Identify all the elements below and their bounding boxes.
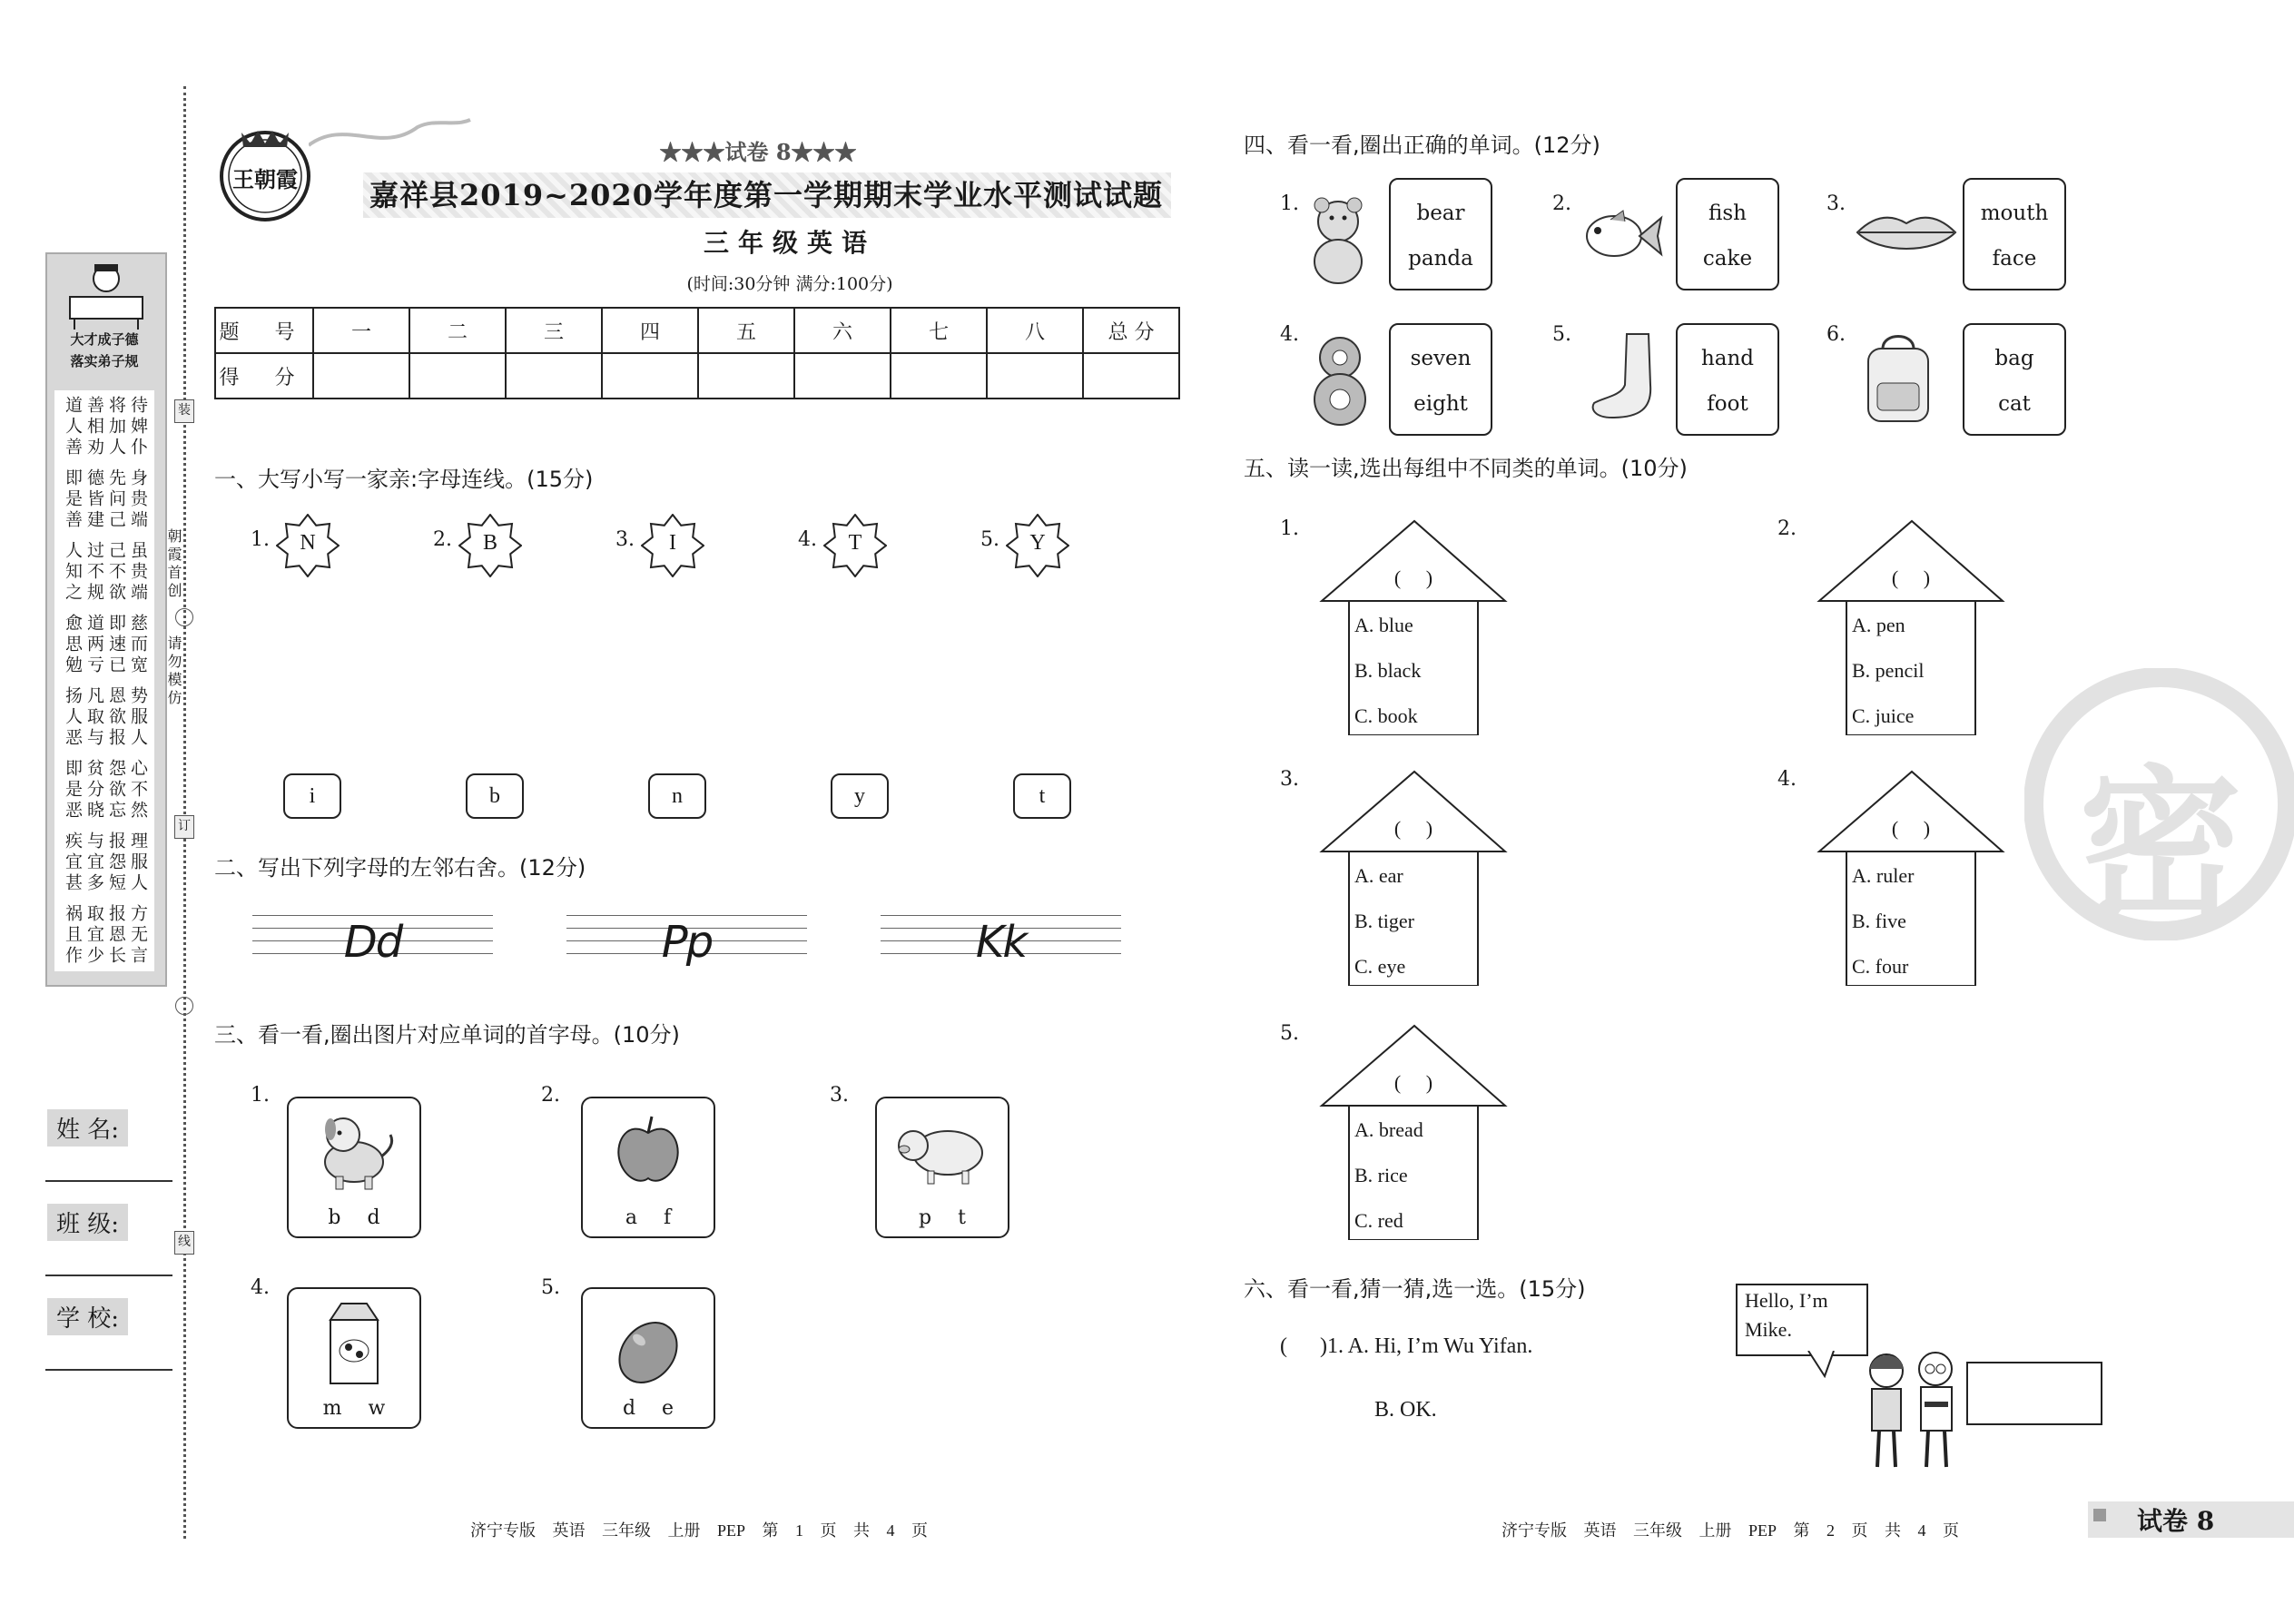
side-note-no-copy: 请勿模仿 [165, 635, 182, 708]
word-option: A. blue [1354, 614, 1413, 636]
given-letter-pair: Dd [343, 917, 402, 968]
time-info: (时间:30分钟 满分:100分) [686, 274, 893, 294]
motto-column: 过不规 [84, 541, 104, 604]
uppercase-letter-star[interactable] [276, 514, 340, 577]
score-input-cell[interactable] [698, 353, 794, 399]
four-line-writing-area[interactable] [252, 915, 493, 969]
word-option[interactable]: face [1992, 247, 2037, 271]
badge-dot [2093, 1509, 2106, 1521]
word-option[interactable]: fish [1708, 202, 1747, 225]
section3-title: 三、看一看,圈出图片对应单词的首字母。(10分) [214, 1022, 680, 1048]
picture-card-2[interactable] [581, 1097, 715, 1238]
answer-bracket[interactable]: ( ) [1393, 817, 1433, 840]
brand-logo [214, 122, 316, 223]
motto-column: 理服人 [128, 832, 148, 894]
cut-line [183, 86, 186, 1539]
motto-column: 愈思勉 [63, 614, 83, 676]
motto-column: 善相劝 [84, 396, 104, 458]
score-cell: 三 [506, 308, 602, 353]
tag-line: 线 [174, 1231, 194, 1255]
score-input-cell[interactable] [506, 353, 602, 399]
egg-icon [583, 1289, 714, 1389]
word-option[interactable]: cat [1998, 392, 2031, 416]
motto-column: 恩欲报 [106, 686, 126, 749]
motto-column: 即速已 [106, 614, 126, 676]
word-choice-box-1[interactable] [1389, 178, 1492, 290]
speech-bubble-answer[interactable] [1966, 1362, 2102, 1425]
word-option[interactable]: hand [1700, 347, 1755, 370]
item-number: 3. [1280, 768, 1299, 791]
section5-title: 五、读一读,选出每组中不同类的单词。(10分) [1244, 456, 1688, 481]
score-table-score-row [215, 353, 1179, 399]
motto-column: 报怨短 [106, 832, 126, 894]
word-option: A. bread [1354, 1118, 1423, 1141]
item-number: 4. [1280, 323, 1299, 346]
motto-column: 德皆建 [84, 468, 104, 531]
word-option: C. eye [1354, 955, 1406, 978]
item-number: 1. [251, 528, 270, 551]
footer-item: PEP [1748, 1521, 1777, 1540]
motto-column: 慈而宽 [128, 614, 148, 676]
item-number: 4. [798, 528, 817, 551]
footer-item: 第 1 页 [762, 1521, 837, 1540]
score-cell: 五 [698, 308, 794, 353]
footer-item: 英语 [552, 1521, 586, 1540]
seal-character: 密 [2078, 750, 2242, 941]
footer-item: 上册 [667, 1521, 701, 1540]
footer-item: 英语 [1583, 1521, 1617, 1540]
score-cell: 得 分 [215, 353, 313, 399]
word-option[interactable]: cake [1702, 247, 1753, 271]
uppercase-letter: B [482, 531, 497, 555]
motto-column: 扬人恶 [63, 686, 83, 749]
motto-column: 即是恶 [63, 759, 83, 822]
four-line-writing-area[interactable] [566, 915, 807, 969]
score-cell: 一 [313, 308, 409, 353]
word-option: C. four [1852, 955, 1909, 978]
footer-left [470, 1518, 928, 1541]
logo-text: 王朝霞 [232, 166, 298, 192]
motto-column: 将加人 [106, 396, 126, 458]
picture-card-3[interactable] [875, 1097, 1009, 1238]
name-label: 姓 名: [47, 1109, 128, 1147]
word-house [1318, 768, 1509, 986]
number-eight-icon [1307, 330, 1373, 428]
score-input-cell[interactable] [794, 353, 891, 399]
motto-column: 疾宜甚 [63, 832, 83, 894]
letter-options: m w [322, 1397, 386, 1420]
word-option[interactable]: panda [1408, 247, 1473, 271]
lowercase-letter-box[interactable]: i [283, 773, 341, 819]
motto-column: 先问己 [106, 468, 126, 531]
item-number: 2. [433, 528, 452, 551]
section2-title: 二、写出下列字母的左邻右舍。(12分) [214, 855, 586, 881]
item-number: 5. [1280, 1022, 1299, 1045]
score-input-cell[interactable] [987, 353, 1083, 399]
speech-bubble-mike [1736, 1284, 1868, 1356]
scholar-illustration [47, 259, 165, 331]
lowercase-letter-box[interactable]: b [466, 773, 524, 819]
item-number: 5. [980, 528, 999, 551]
answer-bracket[interactable]: ( ) [1393, 566, 1433, 589]
uppercase-letter-star[interactable] [458, 514, 522, 577]
tag-order: 订 [174, 815, 194, 839]
word-house [1318, 517, 1509, 735]
word-option: B. black [1354, 659, 1422, 682]
question-1[interactable]: ( )1. A. Hi, I’m Wu Yifan. [1280, 1334, 1533, 1358]
score-input-cell[interactable] [891, 353, 987, 399]
motto-column: 方无言 [128, 904, 148, 967]
school-label: 学 校: [47, 1298, 128, 1335]
letter-options: a f [625, 1206, 672, 1229]
uppercase-letter: N [300, 531, 316, 555]
word-option: A. ear [1354, 864, 1403, 887]
word-choice-box-4[interactable] [1389, 323, 1492, 436]
item-number: 4. [251, 1276, 270, 1299]
score-cell: 七 [891, 308, 987, 353]
word-option[interactable]: eight [1413, 392, 1468, 416]
footer-item: 共 4 页 [1885, 1521, 1960, 1540]
letter-options: d e [622, 1397, 674, 1420]
word-option: B. pencil [1852, 659, 1925, 682]
picture-card-4[interactable] [287, 1287, 421, 1429]
word-choice-box-2[interactable] [1676, 178, 1779, 290]
score-cell: 总 分 [1083, 308, 1179, 353]
motto-column: 凡取与 [84, 686, 104, 749]
motto-column: 势服人 [128, 686, 148, 749]
item-number: 5. [1552, 323, 1571, 346]
item-number: 2. [1552, 192, 1571, 215]
subject-title: 三年级英语 [703, 228, 876, 258]
word-option[interactable]: bear [1416, 202, 1465, 225]
score-input-cell[interactable] [602, 353, 698, 399]
bubble-text: Hello, I’m [1745, 1289, 1828, 1312]
word-option: B. five [1852, 910, 1906, 932]
picture-card-5[interactable] [581, 1287, 715, 1429]
score-table-header-row [215, 308, 1179, 353]
footer-item: 上册 [1698, 1521, 1732, 1540]
motto-column: 道两亏 [84, 614, 104, 676]
item-number: 6. [1826, 323, 1846, 346]
lowercase-letter-box[interactable]: n [648, 773, 706, 819]
lowercase-letter-box[interactable]: t [1013, 773, 1071, 819]
motto-column: 虽贵端 [128, 541, 148, 604]
motto-column: 心不然 [128, 759, 148, 822]
word-choice-box-5[interactable] [1676, 323, 1779, 436]
motto-column: 人知之 [63, 541, 83, 604]
word-option: C. book [1354, 704, 1418, 727]
word-option: B. tiger [1354, 910, 1414, 932]
motto-column: 待婢仆 [128, 396, 148, 458]
footer-item: 三年级 [602, 1521, 651, 1540]
word-option: A. ruler [1852, 864, 1915, 887]
word-house [1816, 517, 2006, 735]
word-option: B. rice [1354, 1164, 1408, 1186]
pig-icon [877, 1098, 1008, 1198]
bubble-text: Mike. [1745, 1318, 1792, 1341]
item-number: 1. [1280, 517, 1299, 540]
item-number: 1. [251, 1084, 270, 1107]
letter-options: p t [919, 1206, 966, 1229]
letter-options: b d [328, 1206, 380, 1229]
word-house [1816, 768, 2006, 986]
item-number: 3. [1826, 192, 1846, 215]
motto-column: 取宜少 [84, 904, 104, 967]
score-cell: 四 [602, 308, 698, 353]
word-option[interactable]: seven [1410, 347, 1472, 370]
uppercase-letter: I [669, 531, 676, 555]
footer-item: 济宁专版 [470, 1521, 536, 1540]
class-field[interactable] [45, 1275, 172, 1276]
score-cell: 八 [987, 308, 1083, 353]
answer-bracket[interactable]: ( ) [1393, 1071, 1433, 1094]
item-number: 1. [1280, 192, 1299, 215]
motto-column: 祸且作 [63, 904, 83, 967]
lowercase-letter-box[interactable]: y [831, 773, 889, 819]
two-children-illustration [1852, 1343, 1970, 1471]
motto-heading: 大才成子德 落实弟子规 [70, 331, 139, 369]
score-cell: 二 [409, 308, 506, 353]
uppercase-letter: Y [1029, 531, 1046, 555]
paper-badge: 试卷 8 [2137, 1506, 2215, 1536]
answer-bracket[interactable]: ( ) [1891, 817, 1931, 840]
question-1-option-b[interactable]: B. OK. [1374, 1398, 1437, 1422]
paper-tag: ★★★试卷 8★★★ [659, 139, 857, 165]
binding-hole [175, 997, 193, 1015]
milk-carton-icon [289, 1289, 419, 1389]
item-number: 3. [830, 1084, 849, 1107]
uppercase-letter: T [848, 531, 862, 555]
motto-column: 怨欲忘 [106, 759, 126, 822]
motto-column: 即是善 [63, 468, 83, 531]
side-note-original: 朝霞首创 [165, 528, 182, 601]
motto-column: 与宜多 [84, 832, 104, 894]
fish-icon [1574, 200, 1665, 272]
word-house [1318, 1022, 1509, 1240]
word-choice-box-6[interactable] [1963, 323, 2066, 436]
motto-column: 报恩长 [106, 904, 126, 967]
motto-column: 道人善 [63, 396, 83, 458]
four-line-writing-area[interactable] [881, 915, 1121, 969]
ribbon-decoration [309, 118, 472, 154]
bubble-tail [1807, 1351, 1843, 1378]
exam-title: 嘉祥县2019~2020学年度第一学期期末学业水平测试试题 [369, 178, 1163, 212]
word-option[interactable]: mouth [1980, 202, 2049, 225]
given-letter-pair: Kk [975, 917, 1027, 968]
score-input-cell[interactable] [313, 353, 409, 399]
word-option: A. pen [1852, 614, 1905, 636]
motto-column: 身贵端 [128, 468, 148, 531]
school-field[interactable] [45, 1369, 172, 1371]
apple-icon [583, 1098, 714, 1198]
section4-title: 四、看一看,圈出正确的单词。(12分) [1244, 133, 1600, 158]
item-number: 3. [615, 528, 635, 551]
word-option[interactable]: bag [1994, 347, 2034, 370]
name-field[interactable] [45, 1180, 172, 1182]
binding-hole [175, 608, 193, 626]
score-cell: 六 [794, 308, 891, 353]
uppercase-letter-star[interactable] [641, 514, 704, 577]
word-option: C. red [1354, 1209, 1403, 1232]
picture-card-1[interactable] [287, 1097, 421, 1238]
score-input-cell[interactable] [409, 353, 506, 399]
teddy-bear-icon [1304, 191, 1373, 290]
footer-right [1501, 1518, 1959, 1541]
footer-item: 第 2 页 [1793, 1521, 1868, 1540]
item-number: 2. [1777, 517, 1797, 540]
given-letter-pair: Pp [661, 917, 713, 968]
confidential-seal [2024, 668, 2294, 940]
motto-column: 己不欲 [106, 541, 126, 604]
footer-item: 共 4 页 [853, 1521, 929, 1540]
tag-bind: 装 [174, 399, 194, 423]
section6-title: 六、看一看,猜一猜,选一选。(15分) [1244, 1276, 1586, 1302]
uppercase-letter-star[interactable] [823, 514, 887, 577]
word-option: C. juice [1852, 704, 1915, 727]
item-number: 2. [541, 1084, 560, 1107]
score-cell: 题 号 [215, 308, 313, 353]
footer-item: PEP [717, 1521, 746, 1540]
item-number: 5. [541, 1276, 560, 1299]
mouth-icon [1852, 205, 1961, 260]
schoolbag-icon [1852, 327, 1943, 428]
foot-icon [1585, 330, 1661, 425]
dog-icon [289, 1098, 419, 1198]
uppercase-letter-star[interactable] [1006, 514, 1069, 577]
score-table [214, 307, 1180, 399]
footer-item: 济宁专版 [1501, 1521, 1567, 1540]
class-label: 班 级: [47, 1204, 128, 1241]
motto-column: 贫分晓 [84, 759, 104, 822]
score-input-cell[interactable] [1083, 353, 1179, 399]
word-choice-box-3[interactable] [1963, 178, 2066, 290]
word-option[interactable]: foot [1707, 392, 1748, 416]
footer-item: 三年级 [1633, 1521, 1682, 1540]
section1-title: 一、大写小写一家亲:字母连线。(15分) [214, 467, 594, 492]
answer-bracket[interactable]: ( ) [1891, 566, 1931, 589]
item-number: 4. [1777, 768, 1797, 791]
